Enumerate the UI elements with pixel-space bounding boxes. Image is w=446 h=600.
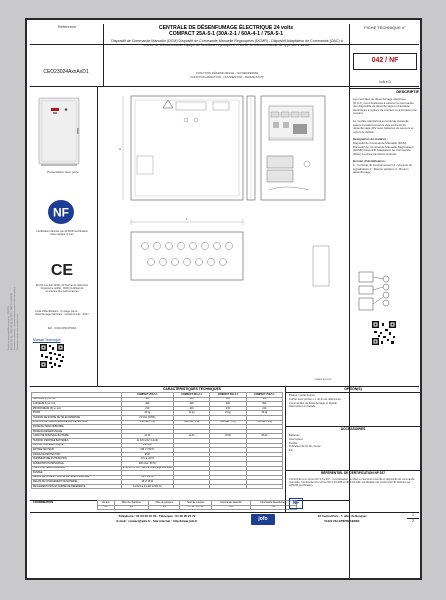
left-column-divider — [97, 86, 98, 386]
caracteristiques-table — [31, 392, 283, 489]
qr-code-icon — [371, 320, 397, 346]
descriptif-designation-label: Désignation du matériel : — [353, 137, 388, 142]
spec-value-cell: 36 kg — [246, 411, 282, 416]
title-line-1: CENTRALE DE DÉSENFUMAGE ÉLECTRIQUE 24 volts — [158, 25, 294, 31]
footer-phone: Téléphone : 01 00 00 10 00 - Télécopie : 01 00 00 20 72 — [118, 514, 196, 518]
accessory-item: Indicateur de fin de course — [289, 445, 321, 449]
options-line — [285, 392, 421, 393]
descriptif-body — [353, 98, 417, 175]
descriptif-bornier-label: Bornier d'identification : — [353, 159, 387, 164]
side-legal-line: Société par actions simplifiée au capital de 1 500 000 € — [8, 306, 10, 350]
function-line-1: FONCTION DÉSENFUMAGE - OUVRE/FERME — [196, 71, 258, 75]
descriptif-heading: DESCRIPTIF — [396, 90, 419, 94]
spec-value-cell: 210 — [121, 406, 173, 411]
option-item: Interrupteur en façade — [289, 405, 316, 409]
spec-value-cell: COMPACT 60A-4-1 — [210, 393, 246, 398]
spec-label-cell: HAUTEUR (H) en mm — [32, 397, 122, 402]
spec-label-cell: LARGEUR (L) en mm — [32, 402, 122, 407]
coordination-label: COORDINATION — [33, 501, 54, 504]
spec-value-cell: 20 kg — [121, 411, 173, 416]
spec-value-cell: 500 — [246, 402, 282, 407]
spec-value-cell: 12 Ah — [173, 434, 209, 439]
spec-label-cell: RELAIS DE PRISE ET SORTIE DE TÉLÉCOMMANDE — [32, 475, 122, 480]
options-heading: OPTION(S) — [344, 387, 362, 391]
option-item: Platine / sortie bornes — [289, 394, 315, 397]
spec-value-cell: 210 — [210, 406, 246, 411]
spec-label-cell: TENSION D'ENTRÉE BATTERIES — [32, 438, 122, 443]
spec-label-cell: INDICE DE PROTECTION — [32, 452, 122, 457]
spec-label-cell: MODE DE DÉSENFUMAGE — [32, 429, 122, 434]
coordination-value-cell: Oui — [250, 505, 296, 510]
coordination-value-cell: DA — [98, 505, 115, 510]
sheet-number: 042 / NF — [371, 57, 399, 64]
accessory-item: Batteries — [289, 434, 300, 437]
spec-value-cell: Par 25A — [121, 443, 173, 448]
title-line-2: COMPACT 25A-5-1 (30A-2-1 / 60A-4-1 / 75A-5-1 — [168, 31, 284, 37]
caracteristiques-heading: CARACTÉRISTIQUES TECHNIQUES — [162, 387, 222, 391]
descriptif-paragraph-3: Dispositif de Commande Manuelle (DCM) Dispositif de Commande Manuelle Regroupées (DCMR) Dispositif Adaptateur de Commande (DAC) à entrée de télécommande. — [353, 140, 414, 156]
spec-value-cell: 500 — [246, 397, 282, 402]
descriptif-top-line — [349, 88, 421, 89]
spec-value-cell: 24 kg — [210, 411, 246, 416]
spec-row — [32, 484, 283, 489]
footer-contact — [67, 514, 247, 523]
spec-label-cell: CAPACITÉ NOMINALE BATTERIE — [32, 434, 122, 439]
coordination-header-cell: Nbre de groupes — [148, 501, 179, 506]
spec-value-cell: 60A max / 4 lig — [210, 420, 246, 425]
accessory-item: Etc. — [289, 449, 294, 453]
spec-label-cell: RELAIS DE CHANGEMENT DE MATÉRIEL — [32, 480, 122, 485]
spec-label-cell: FUSIBLE — [32, 471, 122, 476]
spec-label-cell: TEMPÉRATURE D'UTILISATION — [32, 457, 122, 462]
nf-logo-text: NF — [53, 205, 69, 220]
coordination-value-cell: 2/4 — [114, 505, 148, 510]
coordination-table — [97, 500, 297, 510]
technical-sheet — [25, 18, 422, 580]
footer-address-line-2: 51421 VILLEPINTE CEDEX — [324, 518, 360, 523]
technical-drawing-svg — [101, 90, 349, 386]
spec-value-cell: 25A max / 5 lig — [121, 420, 173, 425]
spec-label-cell: ALIMENTATION PRINCIPALE — [32, 461, 122, 466]
spec-value-cell: 30A max / 2 lig — [173, 420, 209, 425]
spec-value-cell: 210 — [173, 406, 209, 411]
ce-text-2: Code d'identification : 2 Usage prévu : désenfumage Fabricant : société Année : 2017 — [35, 310, 89, 317]
page-indicator — [407, 513, 419, 525]
drawing-caption: Cotes en mm — [314, 377, 332, 381]
spec-value-cell: -5°C à +40°C — [121, 457, 173, 462]
function-lines — [109, 72, 345, 79]
qr-code-icon — [39, 343, 65, 369]
spec-value-cell: COMPACT 75A-5-1 — [246, 393, 282, 398]
spec-value-cell: 12 Ah — [121, 434, 173, 439]
technical-drawing — [101, 90, 349, 386]
spec-value-cell: 22 kg — [173, 411, 209, 416]
page-number: 1 — [412, 513, 414, 517]
coordination-header-cell: Commande détection — [212, 501, 251, 506]
options-list — [289, 394, 417, 409]
coordination-grid — [97, 500, 297, 510]
spec-value-cell: 2x 12V (24V / 12 Ah) — [121, 438, 173, 443]
sheet-number-label: FICHE TECHNIQUE n° — [364, 25, 406, 30]
spec-label-cell: RÉGLEMENTATION ET NORME DE RÉFÉRENCE — [32, 484, 122, 489]
reference-value: CEO23024AxxAxD1 — [43, 69, 89, 75]
spec-value-cell: 18 Ah — [210, 434, 246, 439]
spec-value-cell: 400 — [121, 397, 173, 402]
caracteristiques-table-wrap — [31, 392, 283, 489]
manual-qr-code[interactable] — [39, 343, 65, 369]
coordination-header-cell: Version — [98, 501, 115, 506]
coordination-value-cell: Oui — [212, 505, 251, 510]
spec-label-cell: POIDS — [32, 411, 122, 416]
spec-value-cell: Par FUS 6A — [121, 475, 173, 480]
cabinet-photo-svg — [37, 96, 81, 168]
right-column-divider — [349, 24, 350, 580]
wiring-symbols-icon — [357, 270, 393, 316]
coordination-header-cell: Seuil de coupure — [180, 501, 212, 506]
spec-value-cell: 400 — [173, 402, 209, 407]
ce-mark: CE — [50, 262, 74, 279]
spec-label-cell: PROFONDEUR (P) en mm — [32, 406, 122, 411]
header-bottom-line — [30, 86, 419, 87]
page-title — [105, 25, 347, 37]
ce-text: EN 54-4 et EN 12101-10 Norme de référence Organisme notifié : 0333 Certificat de constance des performances — [35, 284, 89, 294]
spec-value-cell: 230 VCA / 50 Hz — [121, 461, 173, 466]
spec-label-cell: POUVOIR DE TÉLÉCOMMANDE PAR DÉTECTEUR — [32, 420, 122, 425]
spec-value-cell — [246, 484, 282, 489]
spec-value-cell: 230 V / 50 Hz — [121, 448, 173, 453]
spec-value-cell: 28 Ah — [246, 434, 282, 439]
spec-value-cell: IP30 — [121, 452, 173, 457]
accessoires-list — [289, 434, 417, 453]
accessory-item: Fusible — [289, 441, 298, 445]
spec-value-cell: Conforme à la EN 12101-10 — [121, 484, 173, 489]
reference-label: Référence — [57, 24, 77, 29]
header-divider-v1 — [103, 24, 104, 86]
spec-value-cell: 2 min 48 h + 5% - 120% en surcharge électrique — [122, 467, 172, 470]
referentiel-heading: RÉFÉRENTIEL DE CERTIFICATION NF 537 — [321, 471, 385, 475]
spec-value-cell: 400 — [121, 402, 173, 407]
descriptif-paragraph-2: Le modèle standard à commande manuelle assure la télécommande des ouvrants de désenfumage 24V avec batteries de secours et report de défaut. — [353, 118, 414, 134]
manual-link[interactable]: Manuel Technique — [33, 338, 61, 342]
spec-label-cell: PROTECTION ÉLECTRIQUE — [32, 443, 122, 448]
spec-value-cell — [173, 484, 209, 489]
coordination-header-cell: Nbre de chambres — [114, 501, 148, 506]
function-line-2: FONCTION AÉRATION - OUVRE/STOP - FERME/STOP — [190, 74, 264, 79]
lower-column-divider — [285, 386, 286, 512]
spec-value-cell: 24 VCC (±15%) — [121, 415, 173, 420]
referentiel-text: Conformité à la norme NF S 61-937 - Centralisation de Mise en Sécurité Incendie et dispositifs de commande manuelle. Conformité à la norme NF S 61-938 et NF S 61-939. Certification de conformité NF délivrée par AFNOR Certification. — [289, 478, 415, 488]
spec-value-cell: 210 — [246, 406, 282, 411]
spec-value-cell: 400 — [173, 397, 209, 402]
coordination-value-cell: 1/5 — [148, 505, 179, 510]
spec-label-cell: ENTRÉE SECTEUR — [32, 448, 122, 453]
option-item: Commandes de désenfumage et façade — [289, 401, 337, 405]
descriptif-paragraph-1: Les centrales de désenfumage électrique (D.A.C.) sont destinées à assurer la commande des dispositifs de désenfumage et d'aération électriques à rupture de courant ou à émission de courant. — [353, 97, 417, 116]
drawing-width-mark: L — [186, 217, 188, 221]
ce-reference: Réf. : 0333-CPR-075001 — [47, 327, 77, 330]
spec-value-cell: COMPACT 25A-5-1 — [121, 393, 173, 398]
spec-value-cell: 75A max / 5 lig — [246, 420, 282, 425]
side-legal-line: Reproduction interdite sans autorisation écrite — [17, 313, 19, 350]
descriptif-qr-code[interactable] — [371, 320, 397, 346]
spec-value-cell: 400 — [210, 402, 246, 407]
footer-address — [279, 514, 405, 523]
page-subtitle: Dispositif de Commande Manuelle (DCM) Dispositif de Commande Manuelle Regroupées (DCMR) - Dispositif Adaptateur de Commande (DAC) à entrée de télécommande équipé de fonctions regroupées et sortie de télécommande de type commandé. — [111, 39, 343, 48]
sheet-version: Indice D — [379, 80, 391, 84]
descriptif-paragraph-4: 1 - Contrôle du fonctionnement 2 - Voyants de signalisation 3 - Bouton aération 4 - Bouton désenfumage — [353, 162, 412, 175]
wiring-symbols — [357, 270, 393, 316]
footer-address-line-1: ZA Central Parc - 7, allée du Bosquet — [317, 514, 367, 518]
spec-value-cell: COMPACT 30A-2-1 — [173, 393, 209, 398]
nf-logo — [47, 198, 75, 226]
nf-logo-icon — [47, 198, 75, 226]
cabinet-photo — [37, 96, 81, 168]
side-legal-line: Document non contractuel – Les caractéristiques peuvent évoluer sans préavis — [14, 287, 16, 350]
side-legal-line: RCS 123 456 789 – SIRET 123 456 789 00012 – TVA FR12 123456789 — [11, 292, 13, 350]
page-total: 2 — [407, 518, 419, 524]
spec-value-cell: 48 V/ 48 W — [121, 480, 173, 485]
spec-value-cell — [210, 484, 246, 489]
footer-email: E-mail : contact@jofo.fr - Site internet : http://www.jofo.fr — [116, 518, 198, 523]
coordination-header-cell: Commande désenfumage — [250, 501, 296, 506]
nf-text: Certification délivrée par AFNOR Certification www.marque-nf.com — [35, 230, 89, 237]
brand-logo: jofo — [251, 514, 275, 525]
footer-top-line — [30, 512, 419, 513]
option-item: Coffret avec portes + n nb fin de références — [289, 397, 341, 401]
spec-label-cell: TENSION DE SORTIE DE TÉLÉCOMMANDE — [32, 415, 122, 420]
spec-label-cell: TEMPS DE TÉLÉCOMMANDE — [32, 466, 122, 471]
photo-caption: Présentation avec porte — [47, 170, 79, 174]
spec-value-cell: 400 — [210, 397, 246, 402]
accessory-item: Interrupteur — [289, 437, 303, 441]
drawing-height-mark: H — [118, 147, 122, 151]
accessoires-heading: ACCESSOIRES — [340, 427, 366, 431]
spec-label-cell: MODE DE TÉLÉCOMMANDE — [32, 425, 122, 430]
coordination-value-cell: 8 - 12 - 16 - 20 — [180, 505, 212, 510]
referentiel-nf-badge: NF — [289, 498, 303, 509]
